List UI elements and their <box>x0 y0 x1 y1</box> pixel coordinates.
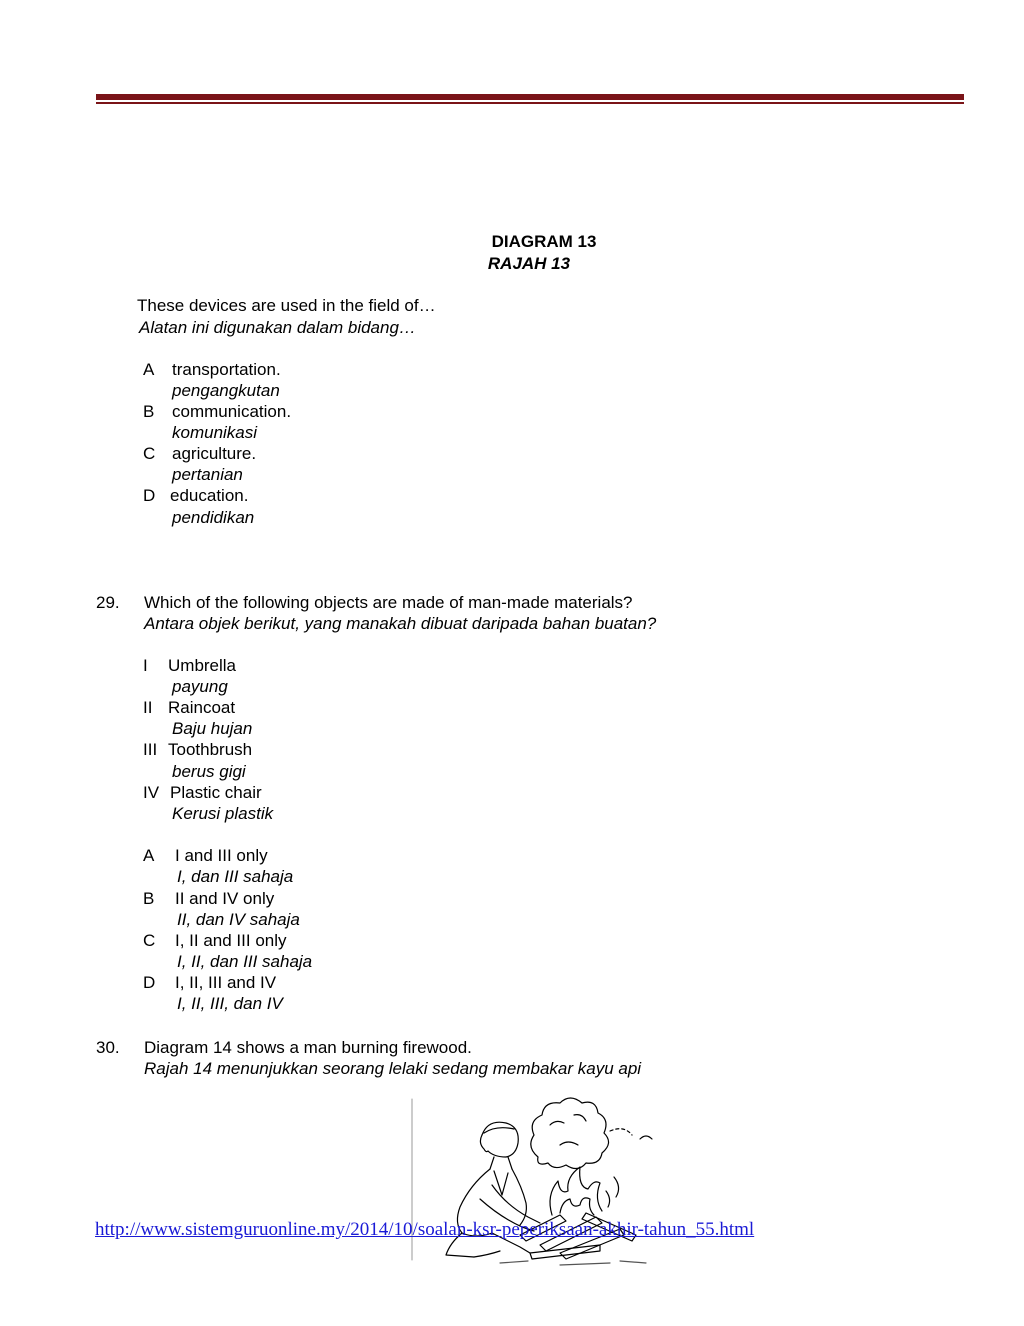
q28-stem-malay: Alatan ini digunakan dalam bidang… <box>139 318 416 337</box>
option-text-malay: I, dan III sahaja <box>177 867 294 886</box>
option-letter: B <box>143 889 155 908</box>
option-text-malay: pengangkutan <box>172 381 280 400</box>
item-text-malay: payung <box>172 677 228 696</box>
option-text-malay: komunikasi <box>172 423 258 442</box>
option-letter: A <box>143 846 155 865</box>
q29-stem: Which of the following objects are made of man-made materials? <box>144 593 633 612</box>
option-text: education. <box>170 486 249 505</box>
option-letter: D <box>143 973 156 992</box>
item-text-malay: Kerusi plastik <box>172 804 274 823</box>
header-rule-thick <box>96 94 964 100</box>
option-letter: A <box>143 360 155 379</box>
footer-source-link[interactable]: http://www.sistemguruonline.my/2014/10/soalan-ksr-peperiksaan-akhir-tahun_55.html <box>95 1219 755 1240</box>
q28-stem: These devices are used in the field of… <box>137 296 436 315</box>
option-text-malay: I, II, III, dan IV <box>177 994 283 1013</box>
header-rule-thin <box>96 102 964 104</box>
q29-stem-malay: Antara objek berikut, yang manakah dibuat daripada bahan buatan? <box>144 614 657 633</box>
q30-stem: Diagram 14 shows a man burning firewood. <box>144 1038 472 1057</box>
option-text: I and III only <box>175 846 268 865</box>
option-text-malay: II, dan IV sahaja <box>177 910 300 929</box>
item-text: Plastic chair <box>170 783 262 802</box>
option-letter: B <box>143 402 155 421</box>
option-letter: C <box>143 931 156 950</box>
option-text: communication. <box>172 402 292 421</box>
diagram-13-title-malay: RAJAH 13 <box>487 254 571 273</box>
q29-number: 29. <box>96 593 120 612</box>
option-text: transportation. <box>172 360 281 379</box>
roman-numeral: II <box>143 698 153 717</box>
diagram-14-man-burning-firewood-illustration <box>410 1095 670 1275</box>
roman-numeral: I <box>143 656 148 675</box>
option-letter: C <box>143 444 156 463</box>
item-text-malay: Baju hujan <box>172 719 253 738</box>
q30-stem-malay: Rajah 14 menunjukkan seorang lelaki sedang membakar kayu api <box>144 1059 642 1078</box>
option-letter: D <box>143 486 156 505</box>
option-text: I, II and III only <box>175 931 287 950</box>
diagram-13-title: DIAGRAM 13 <box>491 232 597 251</box>
option-text-malay: I, II, dan III sahaja <box>177 952 313 971</box>
roman-numeral: III <box>143 740 158 759</box>
option-text: I, II, III and IV <box>175 973 277 992</box>
option-text-malay: pendidikan <box>172 508 255 527</box>
option-text: agriculture. <box>172 444 257 463</box>
option-text: II and IV only <box>175 889 275 908</box>
roman-numeral: IV <box>143 783 160 802</box>
item-text-malay: berus gigi <box>172 762 246 781</box>
item-text: Raincoat <box>168 698 236 717</box>
item-text: Umbrella <box>168 656 237 675</box>
item-text: Toothbrush <box>168 740 253 759</box>
q30-number: 30. <box>96 1038 120 1057</box>
option-text-malay: pertanian <box>172 465 243 484</box>
